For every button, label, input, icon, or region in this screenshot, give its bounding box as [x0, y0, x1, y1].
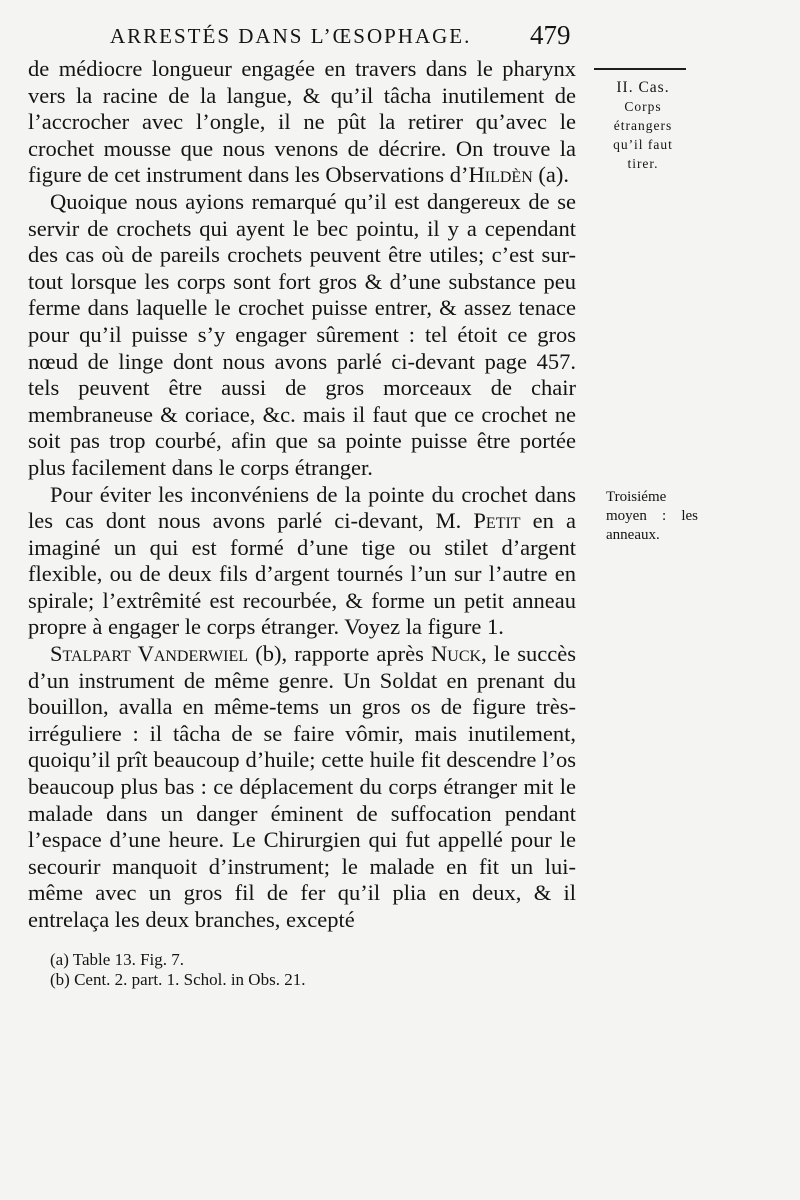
paragraph-2: Quoique nous ayions remarqué qu’il est dangereux de se servir de crochets qui ayent le bec pointu, il y a cependant des cas où de pareils crochets peuvent être utiles; c’est sur-tout lorsque les corps sont fort gros & d’une substance peu ferme dans laquelle le crochet puisse entrer, & assez tenace pour qu’il puisse s’y engager sûrement : tel étoit ce gros nœud de linge dont nous avons parlé ci-devant page 457. tels peuvent être aussi de gros morceaux de chair membraneuse & coriace, &c. mais il faut que ce crochet ne soit pas trop courbé, afin que sa pointe puisse être portée plus facilement dans le corps étranger. [28, 188, 576, 480]
main-text-column [28, 56, 576, 934]
author-name-petit: Petit [473, 508, 521, 534]
margin-rule [594, 68, 686, 70]
paragraph-1 [28, 56, 576, 189]
margin-note-1-line-3: étrangers [613, 118, 673, 133]
author-name-nuck: Nuck [431, 641, 482, 667]
paragraph-4 [28, 641, 576, 934]
paragraph-3 [28, 482, 576, 642]
footnotes [50, 950, 470, 990]
margin-note-third-method: Troisiéme moyen : les anneaux. [606, 489, 698, 543]
paragraph-3-end: en a imaginé un qui est formé d’une tige ou stilet d’argent flexible, ou de deux fils d’argent tournés l’un sur l’autre en spirale; l’extrêmité est recourbée, & forme un petit anneau propre à engager le corps étranger. Voyez la figure 1. [28, 508, 576, 640]
paragraph-1-end: (a). [532, 162, 569, 188]
margin-note-1-line-2: Corps [624, 99, 662, 114]
author-name-stalpart: Stalpart Vanderwiel [50, 641, 249, 667]
footnote-a: (a) Table 13. Fig. 7. [50, 950, 184, 969]
margin-note-1-line-4: qu’il faut [613, 137, 673, 152]
paragraph-4-b: , le succès d’un instrument de même genre. Un Soldat en prenant du bouillon, avalla en même-tems un gros os de figure très-irréguliere : il tâcha de se faire vômir, mais inutilement, quoiqu’il prît beaucoup d’huile; cette huile fit descendre l’os beaucoup plus bas : ce déplacement du corps étranger mit le malade dans un danger éminent de suffocation pendant l’espace d’une heure. Le Chirurgien qui fut appellé pour le secourir manquoit d’instrument; le malade en fit un lui-même avec un gros fil de fer qu’il plia en deux, & il entrelaça les deux branches, excepté [28, 641, 576, 932]
page-number: 479 [530, 20, 571, 50]
margin-note-1-line-5: tirer. [627, 156, 659, 171]
margin-note-case-2 [598, 78, 688, 173]
paragraph-1-text: de médiocre longueur engagée en travers dans le pharynx vers la racine de la langue, & qu’il tâcha inutilement de l’accrocher avec l’ongle, il ne pût la retirer qu’avec le crochet mousse que nous venons de décrire. On trouve la figure de cet instrument dans les Observations d’ [28, 56, 576, 188]
paragraph-3-start: Pour éviter les inconvéniens de la pointe du crochet dans les cas dont nous avons parlé ci-devant, M. [28, 481, 576, 534]
paragraph-4-a: (b), rapporte après [248, 641, 432, 667]
author-name-hilden: Hildèn [468, 162, 533, 188]
running-head: ARRESTÉS DANS L’ŒSOPHAGE. [110, 24, 472, 48]
margin-note-1-line-1: II. Cas. [616, 79, 670, 96]
footnote-b: (b) Cent. 2. part. 1. Schol. in Obs. 21. [50, 970, 306, 989]
